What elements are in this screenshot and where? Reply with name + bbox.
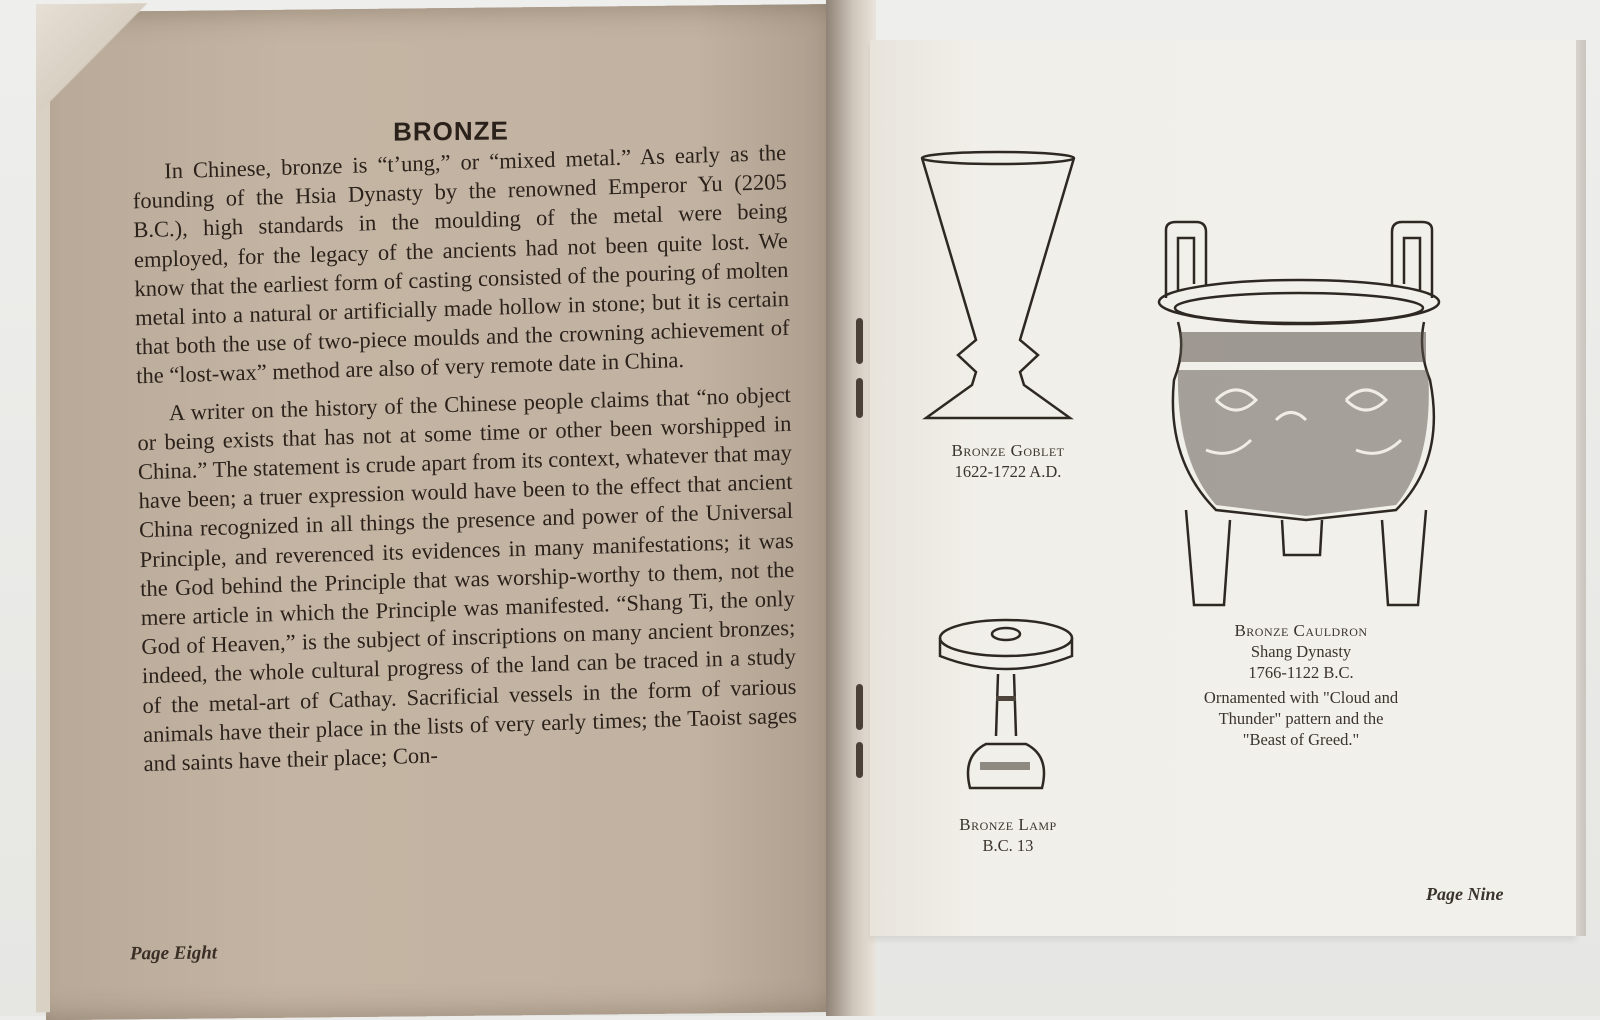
lamp-caption <box>928 814 1088 856</box>
binding-stitch <box>856 378 863 418</box>
cauldron-note-1: Ornamented with "Cloud and <box>1203 688 1399 707</box>
lamp-date: B.C. 13 <box>982 836 1034 855</box>
cauldron-note-2: Thunder" pattern and the <box>1218 709 1384 728</box>
book-gutter <box>826 0 876 1016</box>
left-page-edge <box>36 4 50 1012</box>
bronze-lamp-illustration <box>936 616 1086 796</box>
page-heading: BRONZE <box>393 115 509 147</box>
page-number-left: Page Eight <box>130 942 218 965</box>
paragraph-2: A writer on the history of the Chinese people claims that “no object or being exists that has not at some time or other been worshipped in China.” The statement is crude apart from its context, whatever that may have been; a truer expression would have been to the effect that ancient China recognized in all things the presence and power of the Universal Principle, and reverenced its evidences in many manifestations; it was the God behind the Principle that was worship-worthy to them, not the mere article in which the Principle was manifested. “Shang Ti, the only God of Heaven,” is the subject of inscriptions on many ancient bronzes; indeed, the whole cultural progress of the land can be traced in a study of the metal-art of Cathay. Sacrificial vessels in the form of various animals have their place in the lists of very early times; the Taoist sages and saints have their place; Con- <box>137 381 798 777</box>
bronze-goblet-illustration <box>920 150 1090 430</box>
cauldron-note-3: "Beast of Greed." <box>1242 730 1360 749</box>
body-text <box>132 138 798 786</box>
binding-stitch <box>856 742 863 778</box>
open-booklet <box>36 0 1576 1016</box>
paragraph-1: In Chinese, bronze is “t’ung,” or “mixed metal.” As early as the founding of the Hsia Dynasty by the renowned Emperor Yu (2205 B.C.), high standards in the moulding of the metal were being employed, for the legacy of the ancients had not been quite lost. We know that the earliest form of casting consisted of the pouring of molten metal into a natural or artificially made hollow in stone; but it is certain that both the use of two-piece moulds and the crowning achievement of the “lost-wax” method are also of very remote date in China. <box>132 139 790 389</box>
cauldron-dynasty: Shang Dynasty <box>1250 642 1352 661</box>
binding-stitch <box>856 684 863 730</box>
lamp-name: Bronze Lamp <box>959 815 1057 834</box>
goblet-date: 1622-1722 A.D. <box>954 462 1062 481</box>
cauldron-date: 1766-1122 B.C. <box>1248 663 1354 682</box>
page-number-right: Page Nine <box>1426 884 1504 904</box>
goblet-name: Bronze Goblet <box>951 441 1065 460</box>
right-page-edge <box>1576 40 1586 936</box>
left-page <box>46 4 856 1020</box>
cauldron-caption <box>1166 620 1436 750</box>
cauldron-name: Bronze Cauldron <box>1234 621 1368 640</box>
binding-stitch <box>856 318 863 364</box>
goblet-caption <box>920 440 1096 482</box>
bronze-cauldron-illustration <box>1156 220 1456 610</box>
folded-corner <box>36 3 156 114</box>
